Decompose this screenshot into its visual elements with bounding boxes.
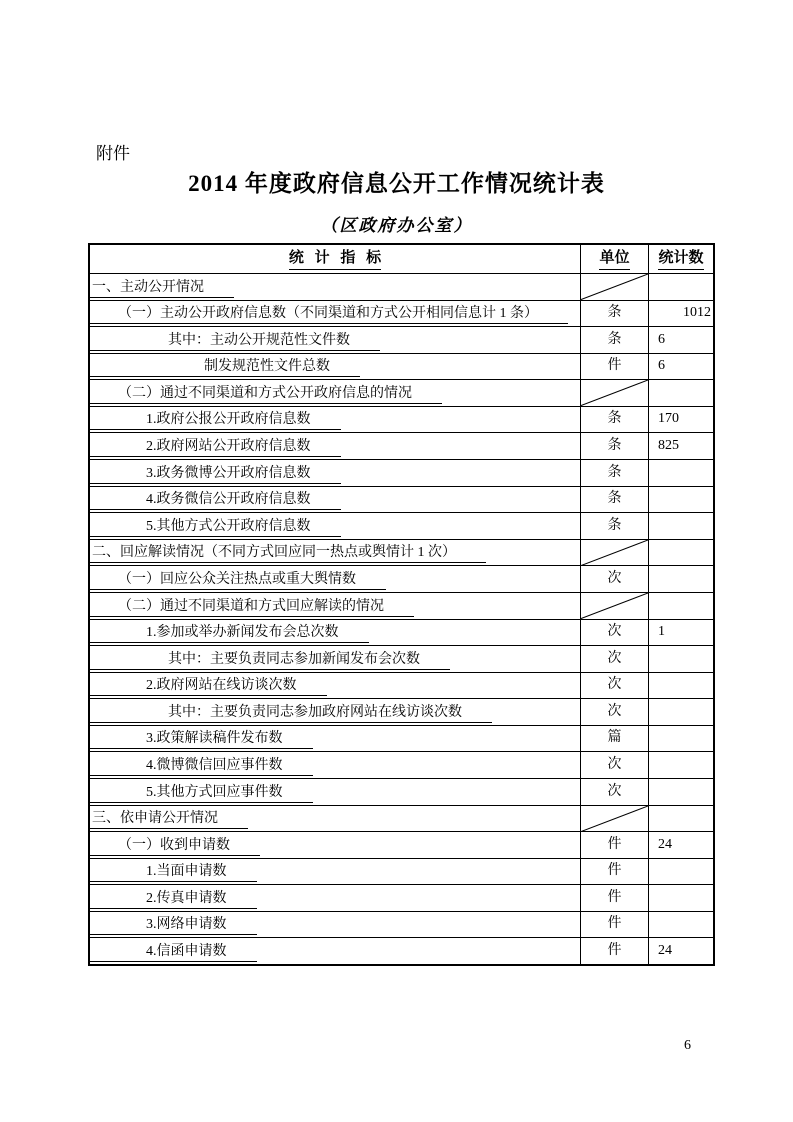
stat-value-cell [649,646,713,672]
slash-icon [581,274,648,300]
table-row [90,593,713,620]
indicator-label: 3.网络申请数 [90,916,257,935]
indicator-label: 2.传真申请数 [90,890,257,909]
indicator-cell [90,380,581,406]
indicator-label: 4.政务微信公开政府信息数 [90,491,341,510]
indicator-cell [90,752,581,778]
unit-label: 条 [607,438,622,454]
stat-value-cell [649,540,713,566]
slash-icon [581,380,648,406]
table-row [90,859,713,886]
indicator-cell [90,487,581,513]
indicator-label: （二）通过不同渠道和方式公开政府信息的情况 [90,385,442,404]
indicator-cell [90,699,581,725]
table-row [90,301,713,328]
unit-cell [581,885,649,911]
unit-label: 次 [607,650,622,666]
stat-value: 1012 [683,305,711,321]
indicator-label: 三、依申请公开情况 [90,810,248,829]
indicator-cell [90,673,581,699]
unit-cell [581,806,649,832]
stat-value-cell [649,859,713,885]
unit-cell [581,779,649,805]
stat-value-cell [649,513,713,539]
stat-value-cell [649,566,713,592]
indicator-cell [90,646,581,672]
indicator-cell [90,779,581,805]
unit-label: 条 [607,491,622,507]
indicator-cell [90,513,581,539]
indicator-cell [90,885,581,911]
indicator-label: （一）收到申请数 [90,837,260,856]
unit-cell [581,699,649,725]
indicator-cell [90,354,581,380]
indicator-label: （一）回应公众关注热点或重大舆情数 [90,571,386,590]
stat-value-cell [649,673,713,699]
unit-cell [581,752,649,778]
unit-label: 次 [607,624,622,640]
unit-label: 件 [607,916,622,932]
document-title: 2014 年度政府信息公开工作情况统计表 [188,171,605,196]
table-row [90,752,713,779]
indicator-cell [90,938,581,964]
table-row [90,407,713,434]
indicator-label: 3.政务微博公开政府信息数 [90,465,341,484]
indicator-cell [90,327,581,353]
unit-label: 件 [607,358,622,374]
slash-icon [581,540,648,566]
stat-value-cell [649,274,713,300]
stat-value-cell [649,912,713,938]
unit-cell [581,327,649,353]
indicator-label: 2.政府网站在线访谈次数 [90,677,327,696]
indicator-cell [90,407,581,433]
indicator-cell [90,726,581,752]
table-row [90,487,713,514]
table-row [90,912,713,939]
indicator-label: 2.政府网站公开政府信息数 [90,438,341,457]
unit-cell [581,646,649,672]
indicator-cell [90,460,581,486]
unit-cell [581,301,649,327]
table-row [90,832,713,859]
table-row [90,354,713,381]
table-row [90,380,713,407]
indicator-label: 3.政策解读稿件发布数 [90,730,313,749]
indicator-cell [90,912,581,938]
table-row [90,673,713,700]
indicator-label: 5.其他方式公开政府信息数 [90,518,341,537]
unit-cell [581,593,649,619]
stat-value-cell [649,460,713,486]
stat-value-cell [649,885,713,911]
unit-label: 件 [607,863,622,879]
stat-value: 24 [658,943,672,959]
stat-value-cell [649,779,713,805]
slash-icon [581,593,648,619]
stat-value-cell [649,806,713,832]
unit-label: 次 [607,570,622,586]
header-indicator-label: 统 计 指 标 [289,250,381,270]
stat-value-cell [649,938,713,964]
indicator-label: 1.参加或举办新闻发布会总次数 [90,624,369,643]
indicator-label: 4.微博微信回应事件数 [90,757,313,776]
stat-value: 1 [658,624,665,640]
header-count-label: 统计数 [658,250,703,270]
unit-cell [581,832,649,858]
stat-value: 24 [658,836,672,852]
stat-value-cell [649,301,713,327]
header-cell-indicator [90,245,581,273]
indicator-cell [90,859,581,885]
unit-cell [581,380,649,406]
unit-cell [581,938,649,964]
unit-label: 件 [607,943,622,959]
indicator-label: 制发规范性文件总数 [90,358,360,377]
unit-label: 件 [607,836,622,852]
unit-cell [581,673,649,699]
table-row [90,885,713,912]
statistics-table [88,243,715,966]
table-row [90,779,713,806]
table-row [90,460,713,487]
stat-value-cell [649,620,713,646]
unit-label: 次 [607,677,622,693]
table-row [90,513,713,540]
table-row [90,646,713,673]
unit-cell [581,726,649,752]
table-row [90,699,713,726]
table-row [90,327,713,354]
stat-value: 6 [658,358,665,374]
unit-label: 条 [607,331,622,347]
table-row [90,938,713,964]
stat-value-cell [649,433,713,459]
document-subtitle: （区政府办公室） [320,216,473,235]
table-row [90,433,713,460]
stat-value-cell [649,726,713,752]
indicator-cell [90,806,581,832]
unit-cell [581,460,649,486]
indicator-label: 4.信函申请数 [90,943,257,962]
unit-cell [581,566,649,592]
unit-cell [581,407,649,433]
indicator-label: 二、回应解读情况（不同方式回应同一热点或舆情计 1 次） [90,544,486,563]
stat-value-cell [649,380,713,406]
unit-cell [581,433,649,459]
indicator-cell [90,540,581,566]
unit-cell [581,487,649,513]
attachment-label: 附件 [96,144,130,163]
slash-icon [581,806,648,832]
stat-value-cell [649,593,713,619]
indicator-label: 5.其他方式回应事件数 [90,784,313,803]
indicator-cell [90,301,581,327]
indicator-cell [90,620,581,646]
table-row [90,274,713,301]
unit-cell [581,859,649,885]
unit-cell [581,513,649,539]
indicator-label: 其中：主要负责同志参加新闻发布会次数 [90,651,450,670]
stat-value-cell [649,699,713,725]
stat-value-cell [649,407,713,433]
indicator-cell [90,566,581,592]
indicator-label: 1.政府公报公开政府信息数 [90,411,341,430]
unit-label: 次 [607,756,622,772]
stat-value: 170 [658,411,679,427]
indicator-cell [90,433,581,459]
indicator-label: 其中：主动公开规范性文件数 [90,332,380,351]
indicator-label: 一、主动公开情况 [90,279,234,298]
unit-cell [581,354,649,380]
table-row [90,620,713,647]
stat-value: 825 [658,438,679,454]
stat-value-cell [649,327,713,353]
header-cell-count [649,245,713,273]
table-header-row [90,245,713,274]
indicator-label: （二）通过不同渠道和方式回应解读的情况 [90,598,414,617]
indicator-cell [90,832,581,858]
unit-label: 条 [607,411,622,427]
table-row [90,566,713,593]
unit-cell [581,274,649,300]
table-row [90,726,713,753]
indicator-label: 1.当面申请数 [90,863,257,882]
stat-value-cell [649,487,713,513]
unit-cell [581,912,649,938]
table-row [90,540,713,567]
page-number: 6 [684,1038,691,1053]
header-unit-label: 单位 [599,250,629,270]
stat-value-cell [649,832,713,858]
indicator-label: 其中：主要负责同志参加政府网站在线访谈次数 [90,704,492,723]
header-cell-unit [581,245,649,273]
unit-label: 篇 [607,730,622,746]
stat-value-cell [649,752,713,778]
unit-label: 次 [607,783,622,799]
indicator-cell [90,593,581,619]
unit-label: 条 [607,517,622,533]
unit-label: 件 [607,889,622,905]
stat-value-cell [649,354,713,380]
unit-label: 条 [607,305,622,321]
indicator-label: （一）主动公开政府信息数（不同渠道和方式公开相同信息计 1 条） [90,305,568,324]
unit-label: 条 [607,464,622,480]
indicator-cell [90,274,581,300]
stat-value: 6 [658,331,665,347]
unit-cell [581,620,649,646]
table-row [90,806,713,833]
unit-cell [581,540,649,566]
unit-label: 次 [607,703,622,719]
